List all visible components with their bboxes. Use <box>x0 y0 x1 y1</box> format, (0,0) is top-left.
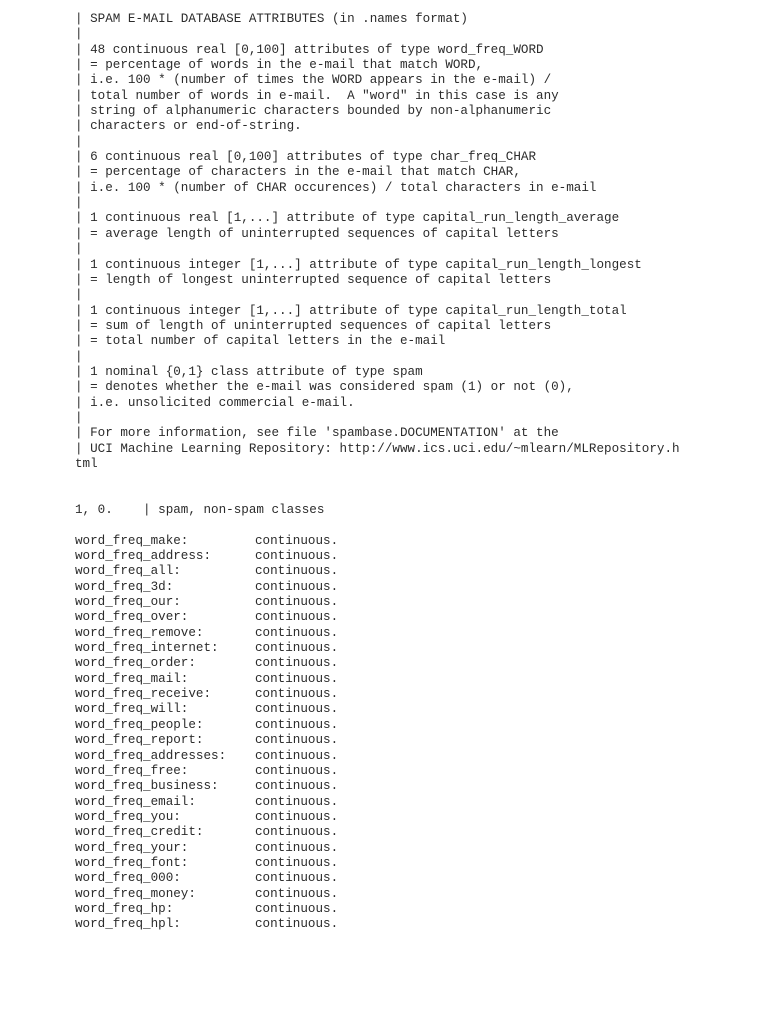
attribute-name: word_freq_people: <box>75 717 204 732</box>
blank-line <box>75 488 680 503</box>
header-line: | <box>75 134 83 149</box>
attribute-row <box>75 795 680 810</box>
attribute-name: word_freq_your: <box>75 840 189 855</box>
header-comment-block <box>75 12 680 472</box>
attribute-name: word_freq_email: <box>75 794 196 809</box>
attribute-row <box>75 687 680 702</box>
attribute-name: word_freq_money: <box>75 886 196 901</box>
header-line: | <box>75 410 83 425</box>
header-line: | total number of words in e-mail. A "word" in this case is any <box>75 88 559 103</box>
attribute-type: continuous. <box>255 671 339 686</box>
attribute-row <box>75 641 680 656</box>
attribute-type: continuous. <box>255 564 339 579</box>
header-line: | 48 continuous real [0,100] attributes of type word_freq_WORD <box>75 42 544 57</box>
header-line: | <box>75 196 83 211</box>
attribute-row <box>75 580 680 595</box>
attribute-row <box>75 764 680 779</box>
attribute-row <box>75 871 680 886</box>
attribute-name: word_freq_000: <box>75 871 181 886</box>
attribute-name: word_freq_credit: <box>75 825 204 840</box>
attribute-name: word_freq_you: <box>75 809 181 824</box>
attribute-type: continuous. <box>255 871 339 886</box>
attribute-name: word_freq_order: <box>75 656 196 671</box>
header-line: | i.e. unsolicited commercial e-mail. <box>75 395 355 410</box>
attribute-name: word_freq_will: <box>75 702 189 717</box>
attribute-name: word_freq_over: <box>75 610 189 625</box>
header-line: | UCI Machine Learning Repository: http://www.ics.uci.edu/~mlearn/MLRepository.h <box>75 441 680 456</box>
attribute-type: continuous. <box>255 533 339 548</box>
header-line: | = average length of uninterrupted sequences of capital letters <box>75 226 559 241</box>
attribute-name: word_freq_font: <box>75 855 189 870</box>
attribute-name: word_freq_report: <box>75 733 204 748</box>
attribute-row <box>75 534 680 549</box>
attribute-row <box>75 656 680 671</box>
attribute-type: continuous. <box>255 779 339 794</box>
attribute-row <box>75 610 680 625</box>
attribute-name: word_freq_3d: <box>75 579 174 594</box>
header-line: | <box>75 288 83 303</box>
header-line: | = sum of length of uninterrupted sequences of capital letters <box>75 318 552 333</box>
attribute-row <box>75 718 680 733</box>
attribute-row <box>75 917 680 932</box>
attribute-row <box>75 841 680 856</box>
header-line: | 1 continuous integer [1,...] attribute of type capital_run_length_longest <box>75 257 642 272</box>
attribute-row <box>75 779 680 794</box>
blank-line <box>75 472 680 487</box>
attribute-type: continuous. <box>255 748 339 763</box>
attribute-row <box>75 902 680 917</box>
header-line: | string of alphanumeric characters bounded by non-alphanumeric <box>75 104 552 119</box>
header-line: | <box>75 27 83 42</box>
attribute-type: continuous. <box>255 825 339 840</box>
header-line: | = total number of capital letters in the e-mail <box>75 334 446 349</box>
header-line: | characters or end-of-string. <box>75 119 302 134</box>
attribute-type: continuous. <box>255 733 339 748</box>
header-line: | = percentage of words in the e-mail that match WORD, <box>75 58 484 73</box>
class-definition-line: 1, 0. | spam, non-spam classes <box>75 503 325 517</box>
attribute-name: word_freq_address: <box>75 549 212 564</box>
header-line: | = percentage of characters in the e-mail that match CHAR, <box>75 165 521 180</box>
header-line: | 1 continuous real [1,...] attribute of type capital_run_length_average <box>75 211 620 226</box>
header-line: | <box>75 242 83 257</box>
attribute-type: continuous. <box>255 717 339 732</box>
header-line: | 6 continuous real [0,100] attributes of type char_freq_CHAR <box>75 150 537 165</box>
attribute-row <box>75 564 680 579</box>
attribute-name: word_freq_mail: <box>75 671 189 686</box>
header-line: | SPAM E-MAIL DATABASE ATTRIBUTES (in .names format) <box>75 12 468 26</box>
attribute-name: word_freq_business: <box>75 779 219 794</box>
attribute-name: word_freq_internet: <box>75 641 219 656</box>
attribute-type: continuous. <box>255 901 339 916</box>
attribute-row <box>75 856 680 871</box>
attribute-type: continuous. <box>255 549 339 564</box>
attribute-row <box>75 887 680 902</box>
header-line: | <box>75 349 83 364</box>
attribute-row <box>75 549 680 564</box>
header-line: | i.e. 100 * (number of times the WORD appears in the e-mail) / <box>75 73 552 88</box>
blank-line <box>75 518 680 533</box>
attribute-type: continuous. <box>255 579 339 594</box>
attribute-row <box>75 672 680 687</box>
attribute-type: continuous. <box>255 610 339 625</box>
names-file-document <box>75 12 680 933</box>
attribute-list <box>75 534 680 933</box>
attribute-type: continuous. <box>255 656 339 671</box>
header-line: | 1 nominal {0,1} class attribute of type spam <box>75 364 423 379</box>
header-line: | i.e. 100 * (number of CHAR occurences) / total characters in e-mail <box>75 180 597 195</box>
header-line: tml <box>75 456 98 471</box>
header-line: | 1 continuous integer [1,...] attribute of type capital_run_length_total <box>75 303 627 318</box>
attribute-name: word_freq_hpl: <box>75 917 181 932</box>
header-line: | = denotes whether the e-mail was considered spam (1) or not (0), <box>75 380 574 395</box>
attribute-name: word_freq_our: <box>75 595 181 610</box>
attribute-type: continuous. <box>255 840 339 855</box>
attribute-type: continuous. <box>255 625 339 640</box>
attribute-type: continuous. <box>255 794 339 809</box>
attribute-name: word_freq_free: <box>75 763 189 778</box>
attribute-type: continuous. <box>255 763 339 778</box>
attribute-name: word_freq_make: <box>75 533 189 548</box>
attribute-row <box>75 626 680 641</box>
header-line: | = length of longest uninterrupted sequence of capital letters <box>75 272 552 287</box>
attribute-type: continuous. <box>255 886 339 901</box>
header-line: | For more information, see file 'spambase.DOCUMENTATION' at the <box>75 426 559 441</box>
attribute-type: continuous. <box>255 641 339 656</box>
attribute-type: continuous. <box>255 809 339 824</box>
attribute-name: word_freq_remove: <box>75 625 204 640</box>
attribute-row <box>75 825 680 840</box>
attribute-type: continuous. <box>255 595 339 610</box>
attribute-row <box>75 810 680 825</box>
attribute-type: continuous. <box>255 855 339 870</box>
attribute-name: word_freq_all: <box>75 564 181 579</box>
attribute-row <box>75 595 680 610</box>
attribute-name: word_freq_receive: <box>75 687 212 702</box>
attribute-name: word_freq_addresses: <box>75 748 227 763</box>
attribute-name: word_freq_hp: <box>75 901 174 916</box>
attribute-type: continuous. <box>255 917 339 932</box>
attribute-row <box>75 733 680 748</box>
attribute-row <box>75 702 680 717</box>
attribute-type: continuous. <box>255 702 339 717</box>
attribute-type: continuous. <box>255 687 339 702</box>
attribute-row <box>75 749 680 764</box>
